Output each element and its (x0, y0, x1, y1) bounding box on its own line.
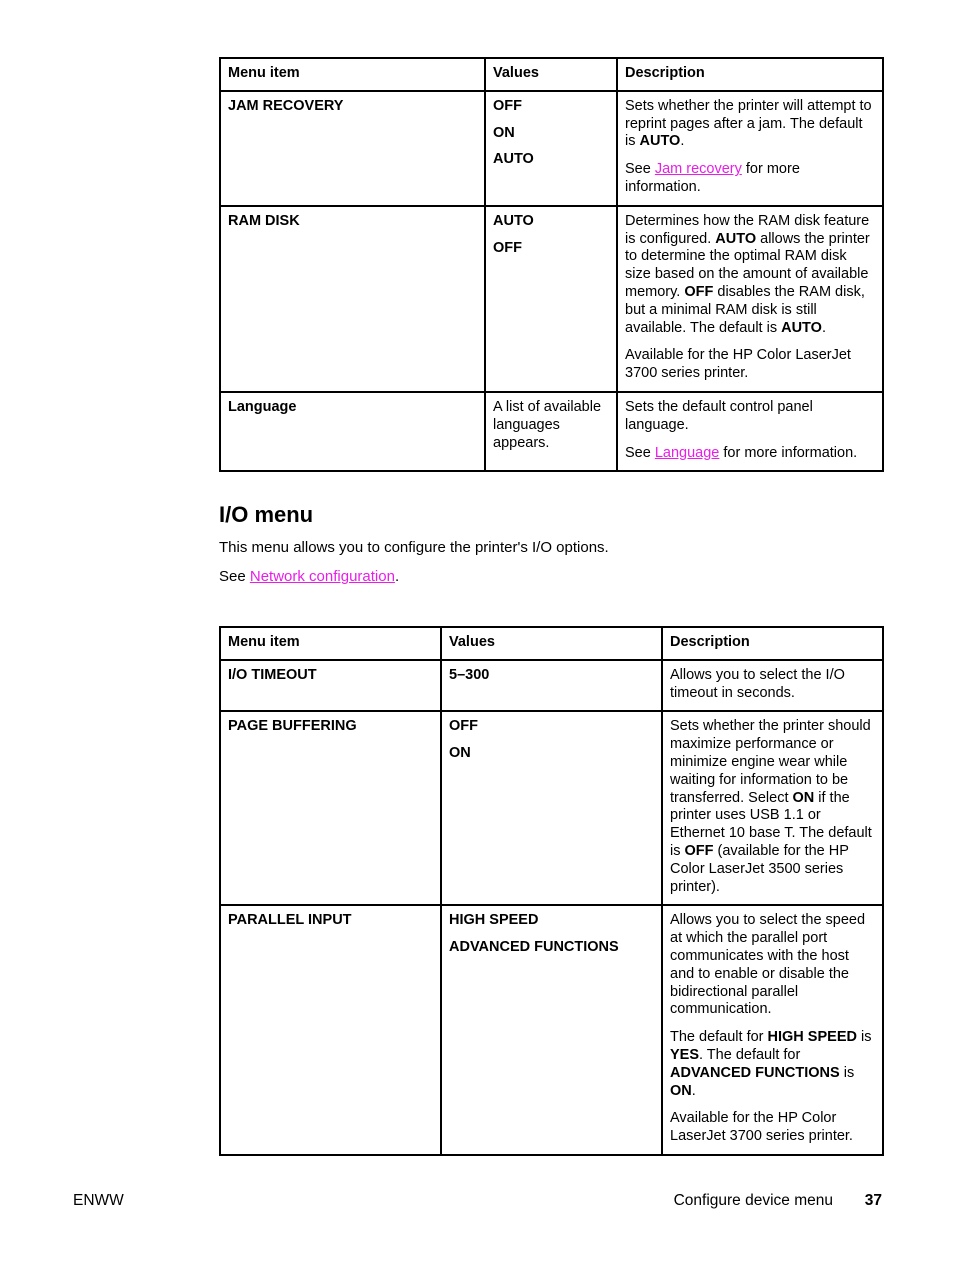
value-option: HIGH SPEED (449, 912, 539, 929)
table-row (220, 711, 883, 905)
description-paragraph: Allows you to select the I/O timeout in seconds. (670, 666, 845, 701)
menu-table-1 (219, 57, 884, 472)
see-also-line: See Network configuration. (219, 568, 400, 585)
description-paragraph: Sets whether the printer will attempt to reprint pages after a jam. The default is AUTO. (625, 97, 872, 150)
language-link[interactable]: Language (654, 444, 720, 461)
description-paragraph: Sets whether the printer should maximize performance or minimize engine wear while waiting for information to be transferred. Select ON if the printer uses USB 1.1 or Ethernet 10 base T. The default is OFF (available for the HP Color LaserJet 3500 series printer). (670, 718, 872, 895)
description-paragraph: The default for HIGH SPEED is YES. The default for ADVANCED FUNCTIONS is ON. (670, 1029, 872, 1099)
menu-item-values (485, 206, 617, 392)
value-option: ON (449, 745, 471, 762)
menu-item-description (617, 91, 883, 206)
column-header-menu-item: Menu item (220, 58, 485, 91)
description-paragraph: Determines how the RAM disk feature is configured. AUTO allows the printer to determine the optimal RAM disk size based on the amount of available memory. OFF disables the RAM disk, but a minimal RAM disk is still available. The default is AUTO. (625, 212, 870, 336)
jam-recovery-link[interactable]: Jam recovery (654, 161, 742, 178)
column-header-menu-item: Menu item (220, 627, 441, 660)
menu-item-name: JAM RECOVERY (220, 91, 485, 206)
menu-item-name: PAGE BUFFERING (220, 711, 441, 905)
menu-item-values (485, 392, 617, 471)
table-row (220, 660, 883, 712)
network-configuration-link[interactable]: Network configuration (249, 568, 395, 585)
menu-item-values (441, 660, 662, 712)
menu-item-name: Language (220, 392, 485, 471)
menu-item-name: I/O TIMEOUT (220, 660, 441, 712)
footer-left-label: ENWW (73, 1192, 124, 1209)
value-text: A list of available languages appears. (493, 398, 602, 451)
table-row (220, 206, 883, 392)
page-number: 37 (864, 1192, 882, 1209)
description-paragraph: Sets the default control panel language. (625, 398, 813, 433)
menu-item-name: PARALLEL INPUT (220, 905, 441, 1155)
menu-item-description (662, 711, 883, 905)
footer-section-title: Configure device menu (673, 1192, 833, 1209)
value-option: ADVANCED FUNCTIONS (449, 939, 619, 956)
description-paragraph: Allows you to select the speed at which the parallel port communicates with the host and to enable or disable the bidirectional parallel communication. (670, 912, 866, 1018)
value-option: ON (493, 124, 515, 141)
description-paragraph: Available for the HP Color LaserJet 3700 series printer. (625, 347, 851, 382)
menu-item-description (617, 392, 883, 471)
menu-item-name: RAM DISK (220, 206, 485, 392)
column-header-values: Values (441, 627, 662, 660)
section-heading: I/O menu (219, 502, 314, 527)
value-option: OFF (493, 239, 522, 256)
column-header-description: Description (662, 627, 883, 660)
table-row (220, 91, 883, 206)
table-row (220, 392, 883, 471)
value-option: AUTO (493, 151, 534, 168)
table-header-row (220, 58, 883, 91)
section-intro: This menu allows you to configure the printer's I/O options. (219, 539, 609, 556)
menu-item-values (441, 905, 662, 1155)
table-row (220, 905, 883, 1155)
description-paragraph: Available for the HP Color LaserJet 3700 series printer. (670, 1110, 853, 1145)
menu-item-description (617, 206, 883, 392)
menu-item-values (441, 711, 662, 905)
menu-table-2 (219, 626, 884, 1156)
value-option: OFF (449, 718, 478, 735)
description-paragraph: See Jam recovery for more information. (625, 161, 800, 195)
menu-item-description (662, 905, 883, 1155)
table-header-row (220, 627, 883, 660)
column-header-description: Description (617, 58, 883, 91)
value-option: AUTO (493, 212, 534, 229)
value-option: 5–300 (449, 666, 490, 683)
menu-item-description (662, 660, 883, 712)
column-header-values: Values (485, 58, 617, 91)
description-paragraph: See Language for more information. (625, 444, 858, 461)
value-option: OFF (493, 97, 522, 114)
menu-item-values (485, 91, 617, 206)
